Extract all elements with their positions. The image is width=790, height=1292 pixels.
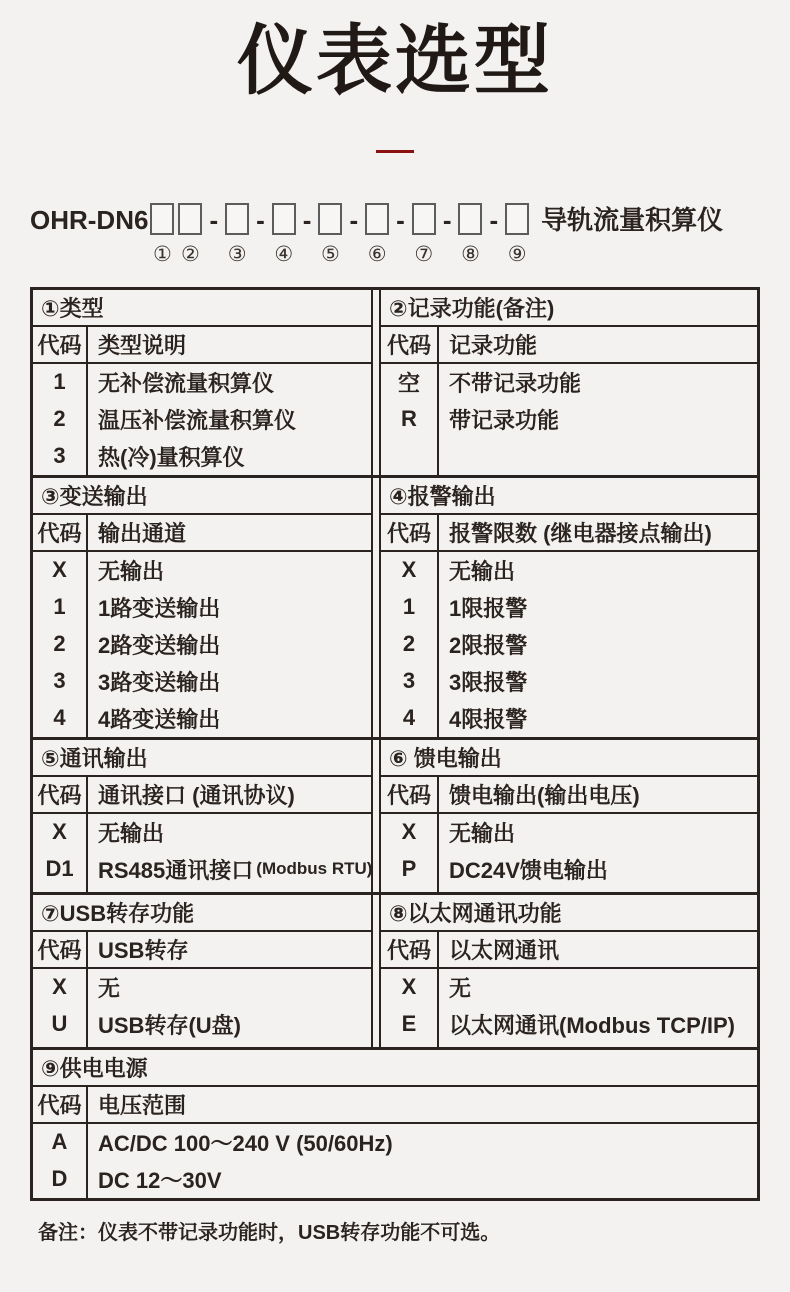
desc-value: 3限报警 bbox=[449, 669, 528, 695]
desc-header: 记录功能 bbox=[439, 327, 757, 364]
model-position-2 bbox=[178, 203, 202, 267]
section-title: ①类型 bbox=[33, 290, 371, 327]
code-column bbox=[33, 1124, 88, 1198]
code-value: D1 bbox=[45, 856, 74, 882]
desc-column bbox=[439, 364, 757, 475]
desc-column bbox=[439, 552, 757, 737]
desc-column bbox=[88, 969, 371, 1047]
separator-dash: - bbox=[256, 204, 265, 235]
model-position-1 bbox=[150, 203, 174, 267]
code-box bbox=[150, 203, 174, 235]
desc-header: 以太网通讯 bbox=[439, 932, 757, 969]
separator-dash: - bbox=[396, 204, 405, 235]
model-position-8 bbox=[458, 203, 482, 267]
table-band-5 bbox=[33, 1050, 757, 1198]
model-prefix: OHR-DN6 bbox=[30, 204, 149, 235]
code-column bbox=[381, 552, 439, 737]
position-number: ⑦ bbox=[414, 241, 434, 266]
desc-value: 2限报警 bbox=[449, 632, 528, 658]
section-record-function bbox=[379, 290, 757, 475]
code-value: R bbox=[401, 406, 417, 432]
code-header: 代码 bbox=[381, 515, 439, 552]
section-title: ④报警输出 bbox=[381, 478, 757, 515]
desc-value: 无输出 bbox=[98, 820, 165, 846]
code-header: 代码 bbox=[33, 327, 88, 364]
table-band-1 bbox=[33, 290, 757, 478]
model-position-7 bbox=[412, 203, 436, 267]
code-value: 2 bbox=[402, 631, 416, 657]
section-alarm-output bbox=[379, 478, 757, 737]
model-code-diagram bbox=[30, 203, 790, 267]
section-communication-output bbox=[33, 740, 373, 892]
desc-header: 通讯接口 (通讯协议) bbox=[88, 777, 372, 814]
desc-value: USB转存(U盘) bbox=[98, 1012, 241, 1038]
desc-value: 4限报警 bbox=[449, 706, 528, 732]
code-value: X bbox=[52, 974, 67, 1000]
code-column bbox=[381, 364, 439, 475]
desc-header: 输出通道 bbox=[88, 515, 371, 552]
title-accent-divider bbox=[376, 150, 414, 153]
desc-header: 馈电输出(输出电压) bbox=[439, 777, 757, 814]
code-header: 代码 bbox=[33, 515, 88, 552]
desc-value: 2路变送输出 bbox=[98, 632, 221, 658]
code-value: A bbox=[51, 1129, 68, 1155]
desc-value: 无输出 bbox=[98, 558, 165, 584]
table-band-2 bbox=[33, 478, 757, 740]
position-number: ② bbox=[181, 241, 200, 266]
desc-header: 报警限数 (继电器接点输出) bbox=[439, 515, 757, 552]
code-value: 2 bbox=[53, 631, 66, 657]
desc-value: 3路变送输出 bbox=[98, 669, 221, 695]
position-number: ⑥ bbox=[367, 241, 387, 266]
desc-value bbox=[88, 851, 372, 888]
desc-header: USB转存 bbox=[88, 932, 371, 969]
position-number: ① bbox=[153, 241, 172, 266]
section-power-supply bbox=[33, 1050, 757, 1198]
desc-header: 类型说明 bbox=[88, 327, 371, 364]
model-suffix: 导轨流量积算仪 bbox=[541, 204, 724, 235]
separator-dash: - bbox=[349, 204, 359, 235]
code-value: E bbox=[401, 1011, 417, 1037]
desc-column bbox=[439, 814, 757, 892]
separator-dash: - bbox=[442, 204, 452, 235]
position-number: ⑨ bbox=[507, 241, 527, 266]
model-position-5 bbox=[318, 203, 342, 267]
footnote: 备注：仪表不带记录功能时，USB转存功能不可选。 bbox=[38, 1221, 501, 1244]
desc-header: 电压范围 bbox=[88, 1087, 757, 1124]
code-box bbox=[412, 203, 436, 235]
code-column bbox=[381, 814, 439, 892]
section-type bbox=[33, 290, 373, 475]
desc-text: RS485通讯接口 bbox=[98, 857, 254, 883]
desc-value: 无 bbox=[449, 975, 472, 1001]
code-header: 代码 bbox=[381, 932, 439, 969]
desc-subtext: (Modbus RTU) bbox=[256, 859, 373, 879]
desc-value: DC24V馈电输出 bbox=[449, 857, 608, 883]
code-value: 3 bbox=[53, 668, 66, 694]
code-value: 2 bbox=[53, 406, 66, 432]
desc-value: 以太网通讯(Modbus TCP/IP) bbox=[449, 1012, 735, 1038]
code-value: 3 bbox=[53, 443, 66, 469]
table-band-4 bbox=[33, 895, 757, 1050]
code-column bbox=[33, 814, 88, 892]
section-usb-transfer bbox=[33, 895, 373, 1047]
code-value: X bbox=[401, 974, 417, 1000]
code-value: X bbox=[52, 557, 67, 583]
page-title: 仪表选型 bbox=[237, 19, 553, 104]
code-value: D bbox=[51, 1166, 68, 1192]
desc-value: 热(冷)量积算仪 bbox=[98, 444, 245, 470]
code-value: X bbox=[401, 557, 417, 583]
code-value: 4 bbox=[402, 705, 416, 731]
model-position-6 bbox=[365, 203, 389, 267]
desc-value: 不带记录功能 bbox=[449, 370, 582, 396]
code-value: 3 bbox=[402, 668, 416, 694]
code-value: 1 bbox=[53, 369, 66, 395]
position-number: ⑤ bbox=[321, 241, 340, 266]
section-transmit-output bbox=[33, 478, 373, 737]
code-value: X bbox=[401, 819, 417, 845]
section-title: ②记录功能(备注) bbox=[381, 290, 757, 327]
desc-value: 温压补偿流量积算仪 bbox=[98, 407, 297, 433]
code-value: 空 bbox=[397, 370, 420, 396]
code-value: U bbox=[51, 1011, 68, 1037]
section-title: ⑤通讯输出 bbox=[33, 740, 372, 777]
section-title: ⑧以太网通讯功能 bbox=[381, 895, 757, 932]
section-title: ⑥ 馈电输出 bbox=[381, 740, 757, 777]
code-header: 代码 bbox=[381, 777, 439, 814]
code-column bbox=[33, 364, 88, 475]
position-number: ④ bbox=[274, 241, 294, 266]
code-value: 4 bbox=[53, 705, 66, 731]
section-title: ⑦USB转存功能 bbox=[33, 895, 371, 932]
separator-dash: - bbox=[302, 204, 312, 235]
position-number: ⑧ bbox=[461, 241, 480, 266]
table-band-3 bbox=[33, 740, 757, 895]
separator-dash: - bbox=[209, 204, 219, 235]
desc-value: 1限报警 bbox=[449, 595, 528, 621]
desc-value: 无输出 bbox=[449, 820, 516, 846]
model-position-4 bbox=[272, 203, 296, 267]
code-header: 代码 bbox=[33, 777, 88, 814]
section-ethernet bbox=[379, 895, 757, 1047]
desc-value: 无输出 bbox=[449, 558, 516, 584]
desc-column bbox=[88, 364, 371, 475]
code-box bbox=[272, 203, 296, 235]
section-title: ⑨供电电源 bbox=[33, 1050, 757, 1087]
desc-value: DC 12～30V bbox=[98, 1167, 222, 1193]
code-box bbox=[505, 203, 529, 235]
code-header: 代码 bbox=[33, 1087, 88, 1124]
separator-dash: - bbox=[489, 204, 499, 235]
code-column bbox=[381, 969, 439, 1047]
code-column bbox=[33, 552, 88, 737]
code-value: 1 bbox=[53, 594, 66, 620]
code-value: X bbox=[52, 819, 67, 845]
code-box bbox=[178, 203, 202, 235]
desc-value: 无补偿流量积算仪 bbox=[98, 370, 275, 396]
model-position-9 bbox=[505, 203, 529, 267]
desc-value: 无 bbox=[98, 975, 121, 1001]
model-position-3 bbox=[225, 203, 249, 267]
code-box bbox=[225, 203, 249, 235]
desc-value: AC/DC 100～240 V (50/60Hz) bbox=[98, 1130, 393, 1156]
code-box bbox=[365, 203, 389, 235]
desc-column bbox=[439, 969, 757, 1047]
desc-column bbox=[88, 552, 371, 737]
code-box bbox=[458, 203, 482, 235]
code-header: 代码 bbox=[381, 327, 439, 364]
desc-value: 4路变送输出 bbox=[98, 706, 221, 732]
section-title: ③变送输出 bbox=[33, 478, 371, 515]
code-column bbox=[33, 969, 88, 1047]
selection-table bbox=[30, 287, 760, 1201]
desc-value: 带记录功能 bbox=[449, 407, 560, 433]
code-header: 代码 bbox=[33, 932, 88, 969]
desc-value: 1路变送输出 bbox=[98, 595, 221, 621]
position-number: ③ bbox=[227, 241, 247, 266]
desc-column bbox=[88, 1124, 757, 1198]
code-value: P bbox=[401, 856, 417, 882]
code-value: 1 bbox=[402, 594, 416, 620]
code-box bbox=[318, 203, 342, 235]
section-feed-power-output bbox=[379, 740, 757, 892]
desc-column bbox=[88, 814, 372, 892]
